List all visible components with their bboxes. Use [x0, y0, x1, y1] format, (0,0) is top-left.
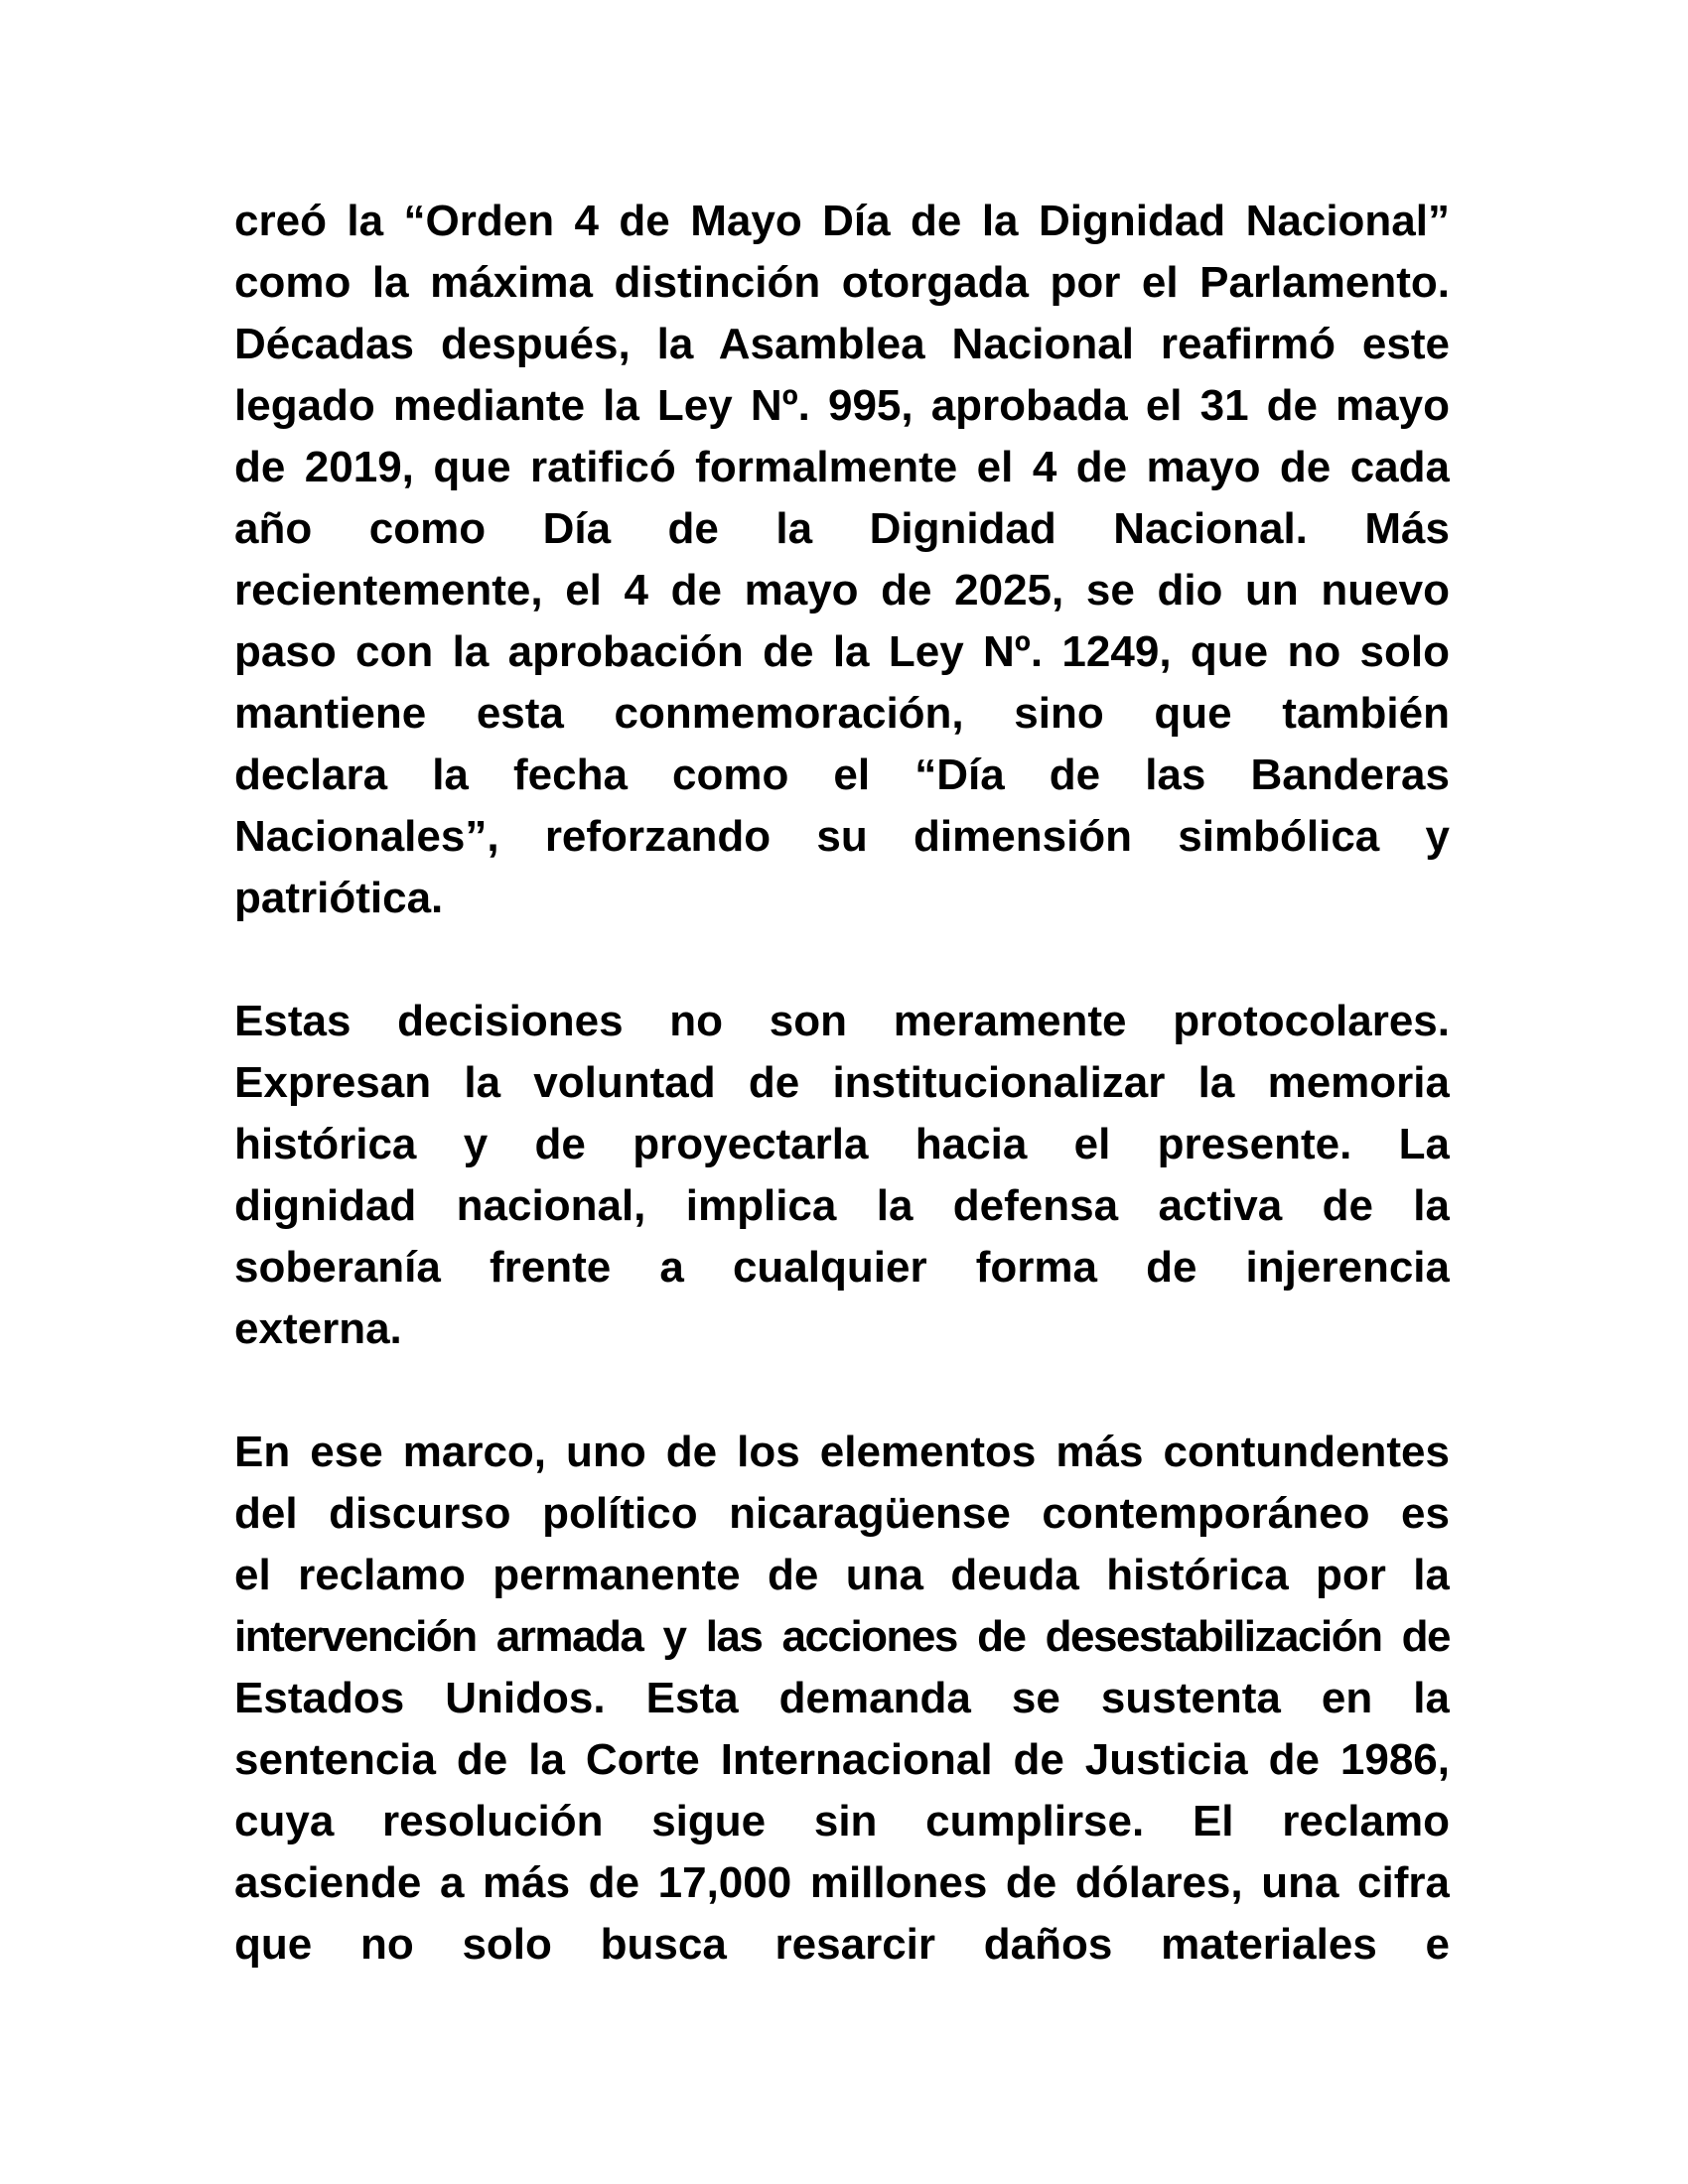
text-line: externa.: [234, 1304, 402, 1353]
paragraph-2: [234, 991, 1450, 1360]
paragraph-3: [234, 1422, 1450, 1976]
text-line: legado mediante la Ley Nº. 995, aprobada el 31 de mayo: [234, 381, 1450, 430]
text-line: creó la “Orden 4 de Mayo Día de la Dignidad Nacional”: [234, 197, 1450, 245]
text-line: soberanía frente a cualquier forma de injerencia: [234, 1243, 1450, 1292]
text-line: que no solo busca resarcir daños materiales e: [234, 1920, 1450, 1969]
text-line: sentencia de la Corte Internacional de Justicia de 1986,: [234, 1735, 1450, 1784]
text-line: paso con la aprobación de la Ley Nº. 1249, que no solo: [234, 627, 1450, 676]
text-line: asciende a más de 17,000 millones de dólares, una cifra: [234, 1858, 1450, 1907]
text-line: como la máxima distinción otorgada por el Parlamento.: [234, 258, 1450, 307]
text-line: Nacionales”, reforzando su dimensión simbólica y: [234, 812, 1450, 861]
paragraph-1: [234, 191, 1450, 929]
text-line: En ese marco, uno de los elementos más contundentes: [234, 1428, 1450, 1476]
text-line: dignidad nacional, implica la defensa activa de la: [234, 1181, 1450, 1230]
text-line: Estas decisiones no son meramente protocolares.: [234, 997, 1450, 1045]
text-line: histórica y de proyectarla hacia el presente. La: [234, 1120, 1450, 1168]
text-line: cuya resolución sigue sin cumplirse. El reclamo: [234, 1797, 1450, 1845]
body-text: [234, 191, 1450, 1976]
text-line: Expresan la voluntad de institucionalizar la memoria: [234, 1058, 1450, 1107]
paragraph-gap: [234, 1360, 1450, 1422]
text-line: año como Día de la Dignidad Nacional. Más: [234, 504, 1450, 553]
text-line: mantiene esta conmemoración, sino que también: [234, 689, 1450, 738]
text-line: el reclamo permanente de una deuda histórica por la: [234, 1551, 1450, 1599]
text-line: Décadas después, la Asamblea Nacional reafirmó este: [234, 320, 1450, 368]
text-line: patriótica.: [234, 874, 444, 922]
text-line: del discurso político nicaragüense contemporáneo es: [234, 1489, 1450, 1538]
text-line: Estados Unidos. Esta demanda se sustenta en la: [234, 1674, 1450, 1722]
text-line: declara la fecha como el “Día de las Banderas: [234, 751, 1450, 799]
paragraph-gap: [234, 929, 1450, 991]
text-line: de 2019, que ratificó formalmente el 4 de mayo de cada: [234, 443, 1450, 491]
text-line: intervención armada y las acciones de desestabilización de: [234, 1612, 1450, 1661]
text-line: recientemente, el 4 de mayo de 2025, se dio un nuevo: [234, 566, 1450, 614]
